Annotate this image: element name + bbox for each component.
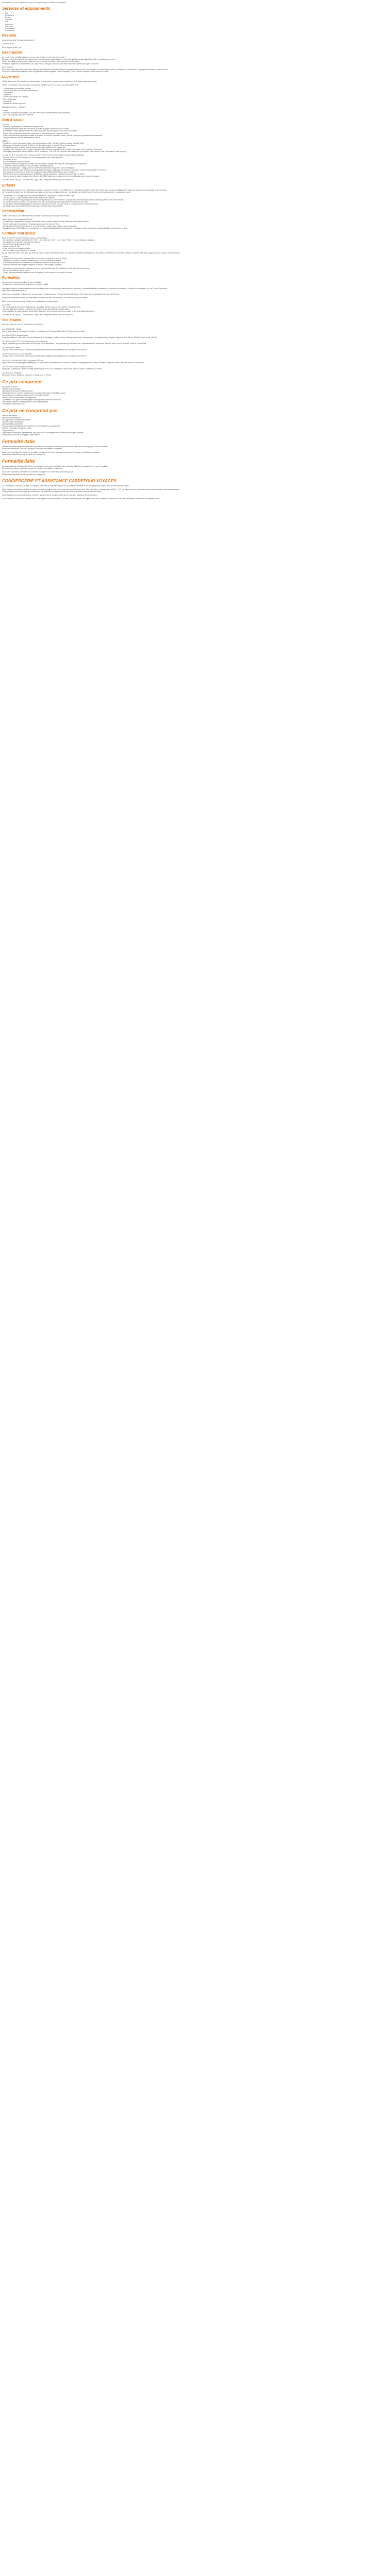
text-line: Les repas selon programme et la formule tout inclus à l'hôtel	[2, 394, 49, 397]
text-line: - Mini-réfrigérateur	[2, 98, 17, 100]
text-line: - Possibilité de sortie, mais ce taux demande votre disponibilité et son supplément.	[2, 146, 67, 149]
text-line: - Toutes les consommations prises au bar de la plage ne sont pas incluses dans la formule.	[2, 272, 73, 274]
text-line: - Snack bar plage 10:00 / 18:00 sur réservation. Les boissons alcoolisées et non alcoolisées proposées au bar en fonction des disponibilités, confort selon la carte.	[2, 227, 128, 229]
enfants-title: Enfants	[2, 183, 15, 188]
text-line: - Information susceptible d'être modifié en cours de saison) : 100 EUR par personne aller-retour (sur réservation, sous réserve d'une réservation à partir du prix).	[2, 150, 126, 153]
text-line: Pour toute information relative aux formalités, se rapprocher de l'ambassade ou du consulat du pays concerné.	[2, 296, 88, 299]
text-line: Ce circuit est un véritable plongeon au coeur de la culture et du patrimoine sarde !	[2, 56, 66, 59]
text-line: Les frais de dossier	[2, 414, 18, 417]
text-line: - Le bar piscine 09:00 / 23:00 : la bière, vin de la maison, sodas, eaux, snacks, cafés et cocktails.	[2, 225, 77, 227]
text-line: - petit déjeuner tardif à partir de 10h	[2, 243, 30, 246]
text-line: Les taxes de séjour à régler sur place	[2, 427, 31, 430]
prix-comprend-title: Ce prix comprend	[2, 379, 42, 385]
formule-title: Formule tout inclus	[2, 231, 36, 235]
restauration-body	[2, 215, 389, 229]
text-line: Les dépenses personnelles	[2, 423, 24, 426]
text-line: Le Framiclub est animé par des éducateurs du sport comme par des animateurs, de... de dessins, de l'activité sportive aux jeux de la découverte en passant au sport...	[2, 191, 132, 193]
text-line: L'assistance pendant le séjour	[2, 402, 26, 405]
text-line: - Le bar gratuit 09/09/2006 (Indiqué) le montant de la présence ou bien le même le club propose des animations et des activités sportives et la soirée enfants.	[2, 198, 124, 201]
text-line: - Le club pour bébés (0-3 ans) : sur demande, contacter la réception pour la disponibilité des services du centre.	[2, 201, 89, 203]
text-line: - Chambres à disposition à partir de 16h le jour de votre arrivée et jusqu'à 10h le jour du départ.	[2, 144, 76, 147]
formalite-italie-title-2: Formalité Italie	[2, 459, 35, 464]
text-line: Visitez des villages typiquement méditerranéens et goûtez aux plaisirs gastronomiques de la région.	[2, 60, 79, 63]
day-item	[2, 341, 389, 345]
text-line: Capacité maximum : 2 adultes	[2, 106, 26, 108]
description-title: Description	[2, 51, 22, 55]
text-line: Le supplément chambre individuelle	[2, 419, 30, 421]
text-line: - Arrêt de bus à 50 m de l'hôtel (en ce mode relativement avec Savoir et Sacro.	[2, 156, 63, 159]
restauration-title: Restauration	[2, 210, 24, 214]
text-line: - bar, vin, sodas, eaux minérales (à volonté)	[2, 249, 36, 252]
text-line: - En cas d'oubli de votre pièce d'identité, la compagnie aérienne pourra vous refuser l'embarquement.	[2, 306, 81, 309]
text-line: - Repas selon programme durant les excursions et les boissons sont incluses à l'hôtel	[2, 132, 69, 134]
text-line: - 4 chambres standard adaptées aux personnes à mobilité réduite.	[2, 164, 54, 167]
text-line: Excursions regroupant avec des clients logeant dans différents hôtels et résidents (les participants peuvent donc changer d'une excursion à l'autre), placées sur le même bus et regroupant les clients de tout le circuit.	[2, 68, 169, 71]
formalites-body	[2, 281, 389, 316]
text-line: L'hôtel dispose de 131 chambres modernes dans le style sarde et répartie dans 4 bâtiments de 2 étages (sans ascenseur).	[2, 80, 97, 82]
day-title: Jour 6 SUD SARDAIGNE VIEILLE (journée / 180 km)	[2, 359, 44, 362]
text-line: - Salle de bain avec douche et sèche-cheveux	[2, 90, 38, 92]
formalite-italie-title-1: Formalité Italie	[2, 438, 35, 444]
text-line: (https://www.diplomatie.gouv.fr).	[2, 289, 27, 292]
text-line: - 2 lits simples (pouvant être accolés)	[2, 88, 31, 90]
text-line: Nous vous recommandons de vérifier les formalités avant chaque départ.	[2, 300, 59, 302]
day-title: Jour 8 OLBIA - FRANCE	[2, 371, 22, 374]
text-line: CONSEIL ELECTRIQUE : 230V et 50Hz. Type F et L. Adaptateur nécessaire pour le prise L.	[2, 179, 74, 181]
day-description: Route vers Castelsardo. Visite du village médiéval perché sur un promontoire. Temps libre. Retour à l'hôtel. Dîner et nuit à l'hôtel.	[2, 367, 102, 370]
text-line: HÔTEL :	[2, 140, 9, 142]
text-line: - Le bar gratuit 09/09/2006 (Indiqué) le montant de la présence sur les bons de même le club propose des animations et les.	[2, 203, 99, 206]
day-description: Arrivée selon plan de vol. Accueil, transfert et installation au Framissima Del Golfo 4*. Dîner et nuit à l'hôtel.	[2, 330, 86, 332]
text-line: - Système de bracelet en carte à présenter pour toute consommation au bar	[2, 259, 61, 262]
text-line: - de la pension complète (petit déjeuner 7h30 / 10h ; déjeuner 12h30 / 14h et dîner 19h30 / 21h) au restaurant principal.	[2, 239, 95, 241]
service-item: - Télévision	[2, 25, 389, 27]
text-line: Les transferts aéroport / hôtel / aéroport	[2, 390, 33, 393]
text-line: Les garanties assistance, rapatriement, frais médicaux et d'hospitalisation, assistance juridique et pénale.	[2, 431, 84, 434]
text-line: - goûter à partir de 16h	[2, 245, 20, 248]
text-line: Sans support guide / jour	[2, 46, 22, 49]
text-line: L'hébergement en chambre standard au Framissima Del Golfo 4* (fenêtre incluse)	[2, 392, 66, 395]
text-line: Les frais de modification	[2, 417, 21, 419]
service-item: - Wifi	[2, 12, 389, 14]
day-item	[2, 360, 389, 364]
conciergerie-body	[2, 485, 389, 500]
page	[2, 2, 389, 500]
text-line: Les taxes aéroportuaires	[2, 388, 22, 391]
enfants-body	[2, 189, 389, 208]
text-line: Pour vos informations, consultez la page du ministère des affaires étrangères.	[2, 467, 62, 470]
text-line: Circuit en étoile	[2, 43, 14, 45]
services-title: Services et équipements	[2, 6, 51, 11]
text-line: - Jusqu'au 14/9 : Nouvelle mise en place directive Savoir (tous les samedis matin), l'hôtel ouvre après midi et les jours de travaux.	[2, 148, 103, 151]
text-line: Les règles relatives au franchissement des frontières propres à chaque pays étant amenées à évoluer, il vous est fortement conseillé de se reporter à la rubrique "Conseils aux voyageurs" du site France Diplomatie	[2, 287, 167, 290]
text-line: - Taxe de séjour à régler sur place (dès 15 ans) : 2.5 EUR/nuit/personne sous réserve de modification par les autorités locales.	[2, 175, 100, 178]
day-item	[2, 353, 389, 357]
formalite-italie-body-1	[2, 446, 389, 455]
text-line: - Les horaires d'ouverture des restaurants et bars sont mentionnés à titre indicatif et sont à reconfirmer sur place.	[2, 267, 90, 270]
prix-non-comprend-title: Ce prix ne comprend pas	[2, 408, 58, 413]
conciergerie-title: CONCIERGERIE ET ASSISTANCE CARREFOUR VOYAGES	[2, 478, 117, 483]
text-line: Les pourboires	[2, 429, 14, 432]
text-line: - Télévision (chaînes par satellite)	[2, 96, 28, 98]
service-item: - Ascenseur	[2, 23, 389, 25]
text-line: - Téléphone	[2, 94, 12, 96]
text-line: CONSEIL ELECTRIQUE : 230V et 50Hz. Type F et L. Adaptateur nécessaire pour la prise L.	[2, 314, 74, 316]
formalites-title: Formalités	[2, 276, 21, 280]
text-line: Les entrées, visites et activités prévues dans le programme	[2, 400, 48, 403]
text-line: - Le club propose des activités et des sorties pour enfants (selon disponibilité).	[2, 205, 63, 208]
text-line: CIRCUIT :	[2, 124, 10, 126]
text-line: - Wi-Fi est disponible dans les chambres.	[2, 114, 34, 116]
day-title: Jour 3 ARCHIPEL DE LA MADDALENA (journée / 180 km)	[2, 340, 47, 343]
top-nav-text: Descriptions Ce prix comprend / Ce prix ne comprend pas Formalités Conciergerie	[2, 2, 66, 4]
resume-title: Résumé	[2, 33, 17, 38]
voyages-intro: PROGRAMME VALIDE DU 13/04/2025 AU 26/09/25	[2, 324, 43, 326]
text-line: Nous vous conseillons de vérifier les formalités en vigueur sur le site www.diplomatie.gouv.fr (rubrique conseils aux voyageurs).	[2, 451, 101, 454]
text-line: - de snacks sucrés et salés pour la fin de matinée	[2, 241, 41, 244]
text-line: A NOTER :	[2, 304, 11, 306]
text-line: https://www.diplomatie.gouv.fr (conseils aux voyageurs)	[2, 453, 45, 456]
text-line: Profitez du logement au Framissima Del Golfo 4* tout au long du circuit et ainsi retrouvez votre chambre pour plus de confort.	[2, 62, 99, 65]
service-item: - Restaurant	[2, 14, 389, 16]
text-line: - Taxe portuaire aux îles de la Maddalena incluse	[2, 136, 40, 139]
formule-body	[2, 237, 389, 274]
day-item	[2, 347, 389, 351]
day-item	[2, 372, 389, 376]
text-line: Durant votre séjour, vous bénéficiez de la formule tout inclus (voir rubrique tout inclus)	[2, 215, 69, 217]
text-line: Au bar central de 10h à 23h : eau, jus de fruits, sodas, sirops, café frappé, bière, vin, apéritifs et digestifs italiens (amaro, limoncello...) ; sélection de cocktails ; boissons chaudes (café filtré, cappuccino, thé, tisane, chocolat chaud).	[2, 251, 180, 254]
text-line: Le Conciergerie Carrefour Voyages s'occupe de votre séjour, votre séjour pour vos services sélectionnés et accompagnement complet dans la suite de votre départ.	[2, 484, 129, 487]
text-line: Durant votre séjour, nous vous logez en chambre standard (17 à 21 m²) avec ou patio (équipée de :	[2, 83, 79, 86]
text-line: Les ressortissants français doivent être en possession d'une pièce d'identité (carte nationale d'identité ou passeport) en cours de validité.	[2, 445, 108, 448]
text-line: Notre équipe vous assiste à toutes les étapes de votre voyage, depuis votre réservation jusqu'à votre retour. Nos conseillers sont joignables 24h/24 et 7j/7 par téléphone pour répondre à toutes vos demandes et vous accompagner.	[2, 488, 181, 490]
prix-non-comprend-body	[2, 415, 389, 436]
text-line: - Transfert en apéro (voyages) (sauf en cas de heures de retour). Temps d'attente possible : jusqu'à 1h30.	[2, 142, 84, 144]
text-line: - d'une sélection de boissons locales :	[2, 247, 32, 250]
text-line: Les excursions facultatives et les activités non mentionnées au programme	[2, 425, 60, 428]
text-line: - Pas de chambres communicantes.	[2, 160, 30, 163]
service-item: - Golf	[2, 21, 389, 23]
text-line: - Espaces communs et plage accessibles aux personnes à mobilité réduite (Grill d'éclairage) (GB disponibles).	[2, 162, 88, 165]
day-description: Journée libre en formule tout compris pour profiter des installations et animations du Framissima Del Golfo 4*.	[2, 349, 87, 351]
text-line: https://www.diplomatie.gouv.fr (conseils aux voyageurs)	[2, 473, 45, 476]
service-item: - Conciergerie	[2, 29, 389, 31]
text-line: - Climatisation	[2, 92, 13, 94]
text-line: - Possibilité de regroupement durant les excursions avec des participants d'une autre compagnie	[2, 130, 77, 132]
voyages-title: Vos étapes	[2, 318, 21, 323]
text-line: - Junior Club (11-17 ans) fonctionnement selon de plus de 5 enfants.	[2, 196, 55, 199]
text-line: Logement au club Framissima Agrustos 4*	[2, 39, 35, 41]
resume-body	[2, 39, 389, 48]
text-line: - L'ordre des excursions peut être modifié en fonction de certains impératifs locaux, mais le contenu du programme sera respecté.	[2, 134, 103, 137]
day-item	[2, 328, 389, 332]
text-line: Les conciergeries concernent dans un contexte, les services de voyages, telles que les services d'affaires, de conciergerie.	[2, 494, 97, 496]
day-description: Selon plan de vol, transfert à l'aéroport et départ pour la France.	[2, 374, 52, 376]
text-line: - Les modalités de passeport sont susceptibles d'évoluer, les voyageurs doivent consulter le site www.diplomatie.gouv.fr.	[2, 310, 95, 313]
bon-savoir-title: Bon à savoir	[2, 118, 24, 123]
text-line: INFO VENTE :	[2, 66, 14, 69]
text-line: - Chambres au rez.	[2, 158, 18, 161]
text-line: - Club enfant 4 à 10 ans (gratuit et par ses animateurs) à 7 ans selon la période et selon l'âge.	[2, 194, 75, 197]
text-line: Les assurances facultatives	[2, 421, 24, 423]
text-line: Ressortissants français (adultes, bébés et enfants) :	[2, 281, 43, 284]
text-line: La présence d'un guide accompagnateur francophone durant les excursions	[2, 398, 61, 401]
text-line: Excursions peuvent être réalisées avec un guide en plusieurs langues (dont le français). Guide pouvant changer d'une excursion à l'autre.	[2, 70, 109, 73]
text-line: Pour vos informations, consultez la page du ministère des affaires étrangères.	[2, 447, 62, 450]
text-line: - Selon la loi italienne, l'âge minimum pour la pratique des sports nautiques est de 14 ans. Consult : mineurs accompagnés d'un parent.	[2, 169, 107, 172]
prix-comprend-body	[2, 386, 389, 405]
text-line: L'hôtel dispose d'un restaurant et 1 bar :	[2, 218, 34, 221]
services-list	[2, 12, 389, 31]
service-item: - Climatisation	[2, 27, 389, 29]
text-line: - Prêt de serviettes de plage (caution de 10 EUR en espèce seulement, changement de serviette : 3 EUR).	[2, 173, 85, 176]
text-line: - Les boissons sont servies au verre selon les horaires en vigueur au sein de l'hôtel.	[2, 257, 67, 260]
day-title: Jour 2 ALGHERO (demi-journée)	[2, 334, 28, 336]
text-line: Dans le cadre de votre formule tout inclus, vous bénéficiez :	[2, 236, 48, 239]
text-line: - Fenêtre vue jardin ou piscine	[2, 102, 26, 105]
text-line: Vous pouvez joindre les équipes de service client par téléphone, email, pour toute demande ou question concernant votre séjour.	[2, 490, 102, 493]
text-line: Nous vous conseillons de vérifier les formalités en vigueur sur le site www.diplomatie.gouv.fr.	[2, 471, 74, 473]
text-line: Le vol aller et retour	[2, 386, 18, 388]
text-line: - Pas de possibilité de panier repas.	[2, 269, 30, 272]
day-description: Départ à travers des paysages magnifiques à la découverte des traditions de la Gallura. Arrivée au village typique de Tempio Pausania. Déjeuner. Retour à l'hôtel. Dîner et nuit à l'hôtel.	[2, 361, 144, 364]
formalite-italie-body-2	[2, 465, 389, 475]
day-description: Route pour Alghero, ville portée du plus attrayant de la Sardaigne. Visite du centre historique avec ses ruelles pavées, ses églises et ses remparts. Déjeuner libre. Retour à l'hôtel. Dîner et nuit à l'hôtel.	[2, 336, 157, 338]
text-line: - Parking privé à l'extérieur de l'hôtel, en fonction de disponibilité (20 EUR/jour, payé sur place).	[2, 171, 76, 174]
text-line: Les ressortissants français doivent être en possession d'une pièce d'identité (carte nationale d'identité ou passeport) en cours de validité.	[2, 465, 108, 468]
text-line: - Le restaurant principal vous propose des buffets variés, cuisine italienne et internationale, des soirées à thème.	[2, 221, 89, 223]
bon-savoir-body	[2, 124, 389, 181]
service-item: - Piscine	[2, 16, 389, 19]
text-line: - Coffre-fort	[2, 100, 11, 103]
text-line: - Minimum 2 participants et maximum 50 participants	[2, 126, 43, 128]
day-item	[2, 334, 389, 338]
text-line: A noter :	[2, 109, 9, 112]
text-line: Vos informations concernant les services de conciergerie sont personnelles et fournies directement par nos équipes lors de la réservation. Retrouvez toutes les informations utiles dans votre espace client.	[2, 497, 160, 500]
voyages-days	[2, 328, 389, 377]
logement-body	[2, 80, 389, 116]
text-line: - Certaines activités ne sont pas comprises et les prix sont indiqués sur place.	[2, 263, 62, 266]
text-line: - Passeport ou carte nationale d'identité en cours de validité	[2, 283, 48, 286]
text-line: Les garanties annulation, bagages, retard aérien.	[2, 433, 40, 436]
description-body	[2, 56, 389, 73]
day-title: Jour 7 CASTELSARDO (demi-journée)	[2, 365, 32, 368]
day-item	[2, 366, 389, 370]
text-line: Découvrez des sites naturels exceptionnels ornés des criques paradisiaques et des régions citées au sans laquelle profiter de vos vacances pour...	[2, 58, 116, 61]
text-line: - Animaux domestiques : 15 kg admis sur réservation préalable uniquement (300 EUR/séjour).	[2, 166, 75, 169]
text-line: - A partir du 11/9 : Nouvelle mise en place directive Porto Torres (sur réservation minimum 20 participants)	[2, 154, 84, 157]
text-line: - Pour les fêtes de fin d'année, les Framissima proposent le dîner à thème.	[2, 223, 60, 225]
text-line: Les excursions mentionnées au programme	[2, 396, 36, 399]
service-item: - Climatisé	[2, 19, 389, 21]
day-description: Journée libre en formule tout compris pour profiter des installations et animations du Framissima Del Golfo 4*.	[2, 355, 87, 358]
text-line: - Il est interdit de servir les boissons alcoolisées aux mineurs de moins de 18 ans.	[2, 261, 66, 264]
text-line: - Guide francophone durant les excursions (pouvant changer d'une excursion à l'autre)	[2, 128, 69, 130]
text-line: Les mineurs voyageant seuls ou avec une personne ne disposant pas de l'autorité parentale doivent être munis d'une autorisation de sortie du territoire.	[2, 293, 120, 295]
text-line: Les Framissima sont pour vos enfants synonymes de vacances réussies et inoubliables ! Le kit d'accueil est offert à tous les enfants, cela va des produits pour les petits aux grands jeux sur la plage et de la reprise.	[2, 189, 167, 191]
day-description: Départ en bateau pour la découverte de l'archipel de La Maddalena. Tour panoramique de l'île en bus. Déjeuner dans un restaurant. Retour à Palau. Retour à l'hôtel. Dîner et nuit à l'hôtel.	[2, 343, 146, 345]
day-title: Jour 5 VALLÉE DE LA LUNA (journée)	[2, 353, 32, 355]
text-line: - Certaines chambres aménagées pour les personnes à mobilité réduite (sur demande).	[2, 112, 70, 114]
day-title: Jour 1 FRANCE - OLBIA	[2, 328, 22, 330]
text-line: A noter :	[2, 255, 9, 258]
text-line: - La carte d'identité française prolongée de 5 ans n'est pas acceptée par certains pays.	[2, 308, 70, 311]
logement-title: Logement	[2, 75, 20, 79]
day-title: Jour 4 LOISIRS LIBRE	[2, 347, 20, 349]
